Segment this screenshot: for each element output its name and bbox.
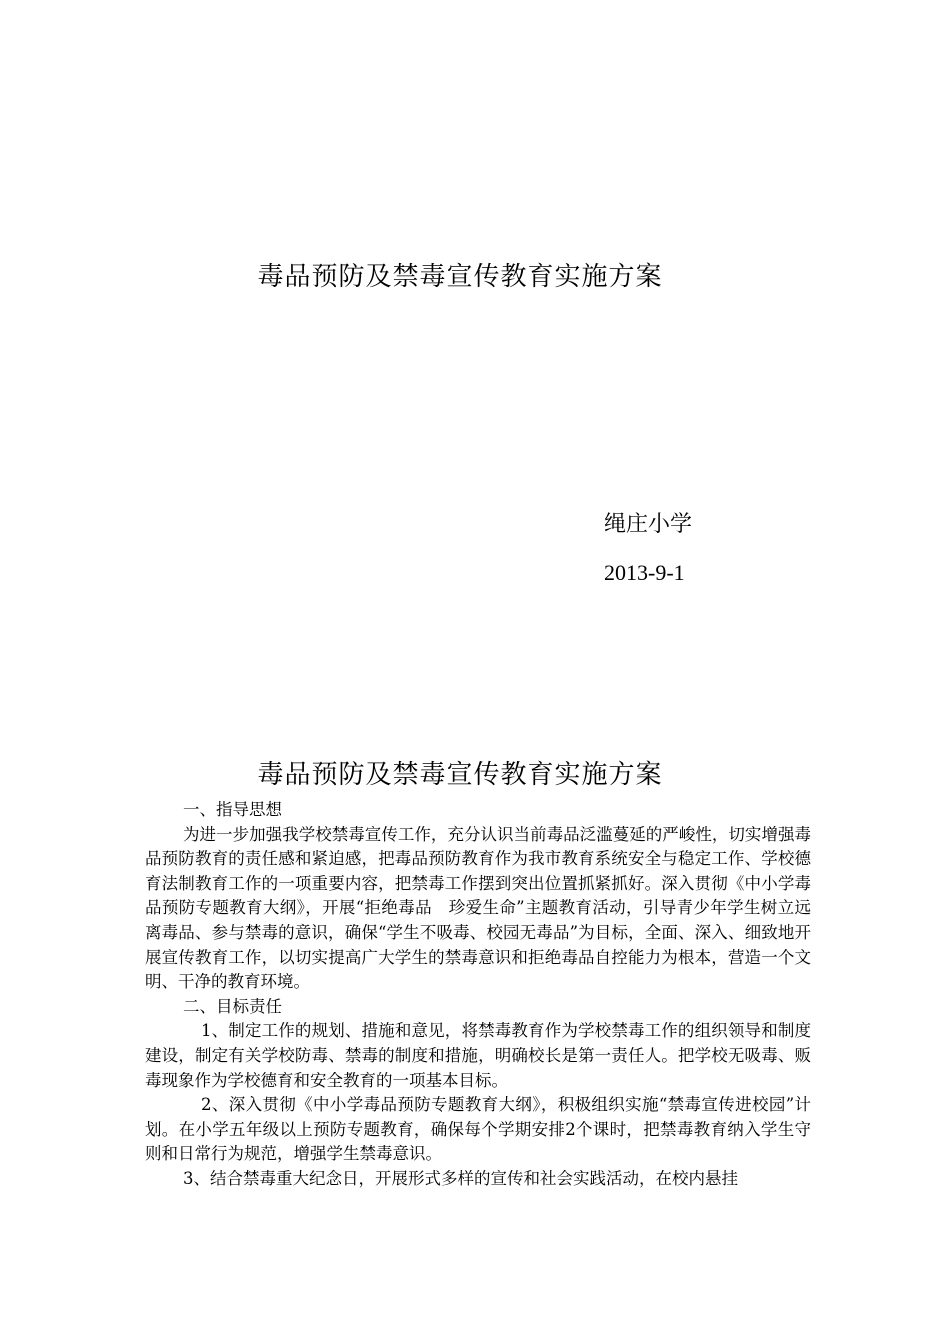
cover-title: 毒品预防及禁毒宣传教育实施方案 bbox=[257, 262, 663, 292]
list-item: 2、深入贯彻《中小学毒品预防专题教育大纲》，积极组织实施“禁毒宣传进校园”计划。在小学五年级以上预防专题教育，确保每个学期安排2个课时，把禁毒教育纳入学生守则和日常行为规范，增强学生禁毒意识。 bbox=[145, 1095, 811, 1164]
document-title: 毒品预防及禁毒宣传教育实施方案 bbox=[257, 760, 663, 790]
document-body bbox=[145, 798, 811, 1192]
list-item: 3、结合禁毒重大纪念日，开展形式多样的宣传和社会实践活动，在校内悬挂 bbox=[183, 1168, 738, 1188]
section-paragraph-guiding-ideology: 为进一步加强我学校禁毒宣传工作，充分认识当前毒品泛滥蔓延的严峻性，切实增强毒品预防教育的责任感和紧迫感，把毒品预防教育作为我市教育系统安全与稳定工作、学校德育法制教育工作的一项重要内容，把禁毒工作摆到突出位置抓紧抓好。深入贯彻《中小学毒品预防专题教育大纲》，开展“拒绝毒品 珍爱生命”主题教育活动，引导青少年学生树立远离毒品、参与禁毒的意识，确保“学生不吸毒、校园无毒品”为目标，全面、深入、细致地开展宣传教育工作，以切实提高广大学生的禁毒意识和拒绝毒品自控能力为根本，营造一个文明、干净的教育环境。 bbox=[145, 824, 811, 992]
list-item: 1、制定工作的规划、措施和意见，将禁毒教育作为学校禁毒工作的组织领导和制度建设，制定有关学校防毒、禁毒的制度和措施，明确校长是第一责任人。把学校无吸毒、贩毒现象作为学校德育和安全教育的一项基本目标。 bbox=[145, 1021, 811, 1090]
cover-date: 2013-9-1 bbox=[604, 560, 685, 585]
cover-organization: 绳庄小学 bbox=[604, 512, 693, 537]
section-heading-guiding-ideology: 一、指导思想 bbox=[183, 800, 282, 819]
section-heading-goals-responsibilities: 二、目标责任 bbox=[183, 996, 282, 1016]
